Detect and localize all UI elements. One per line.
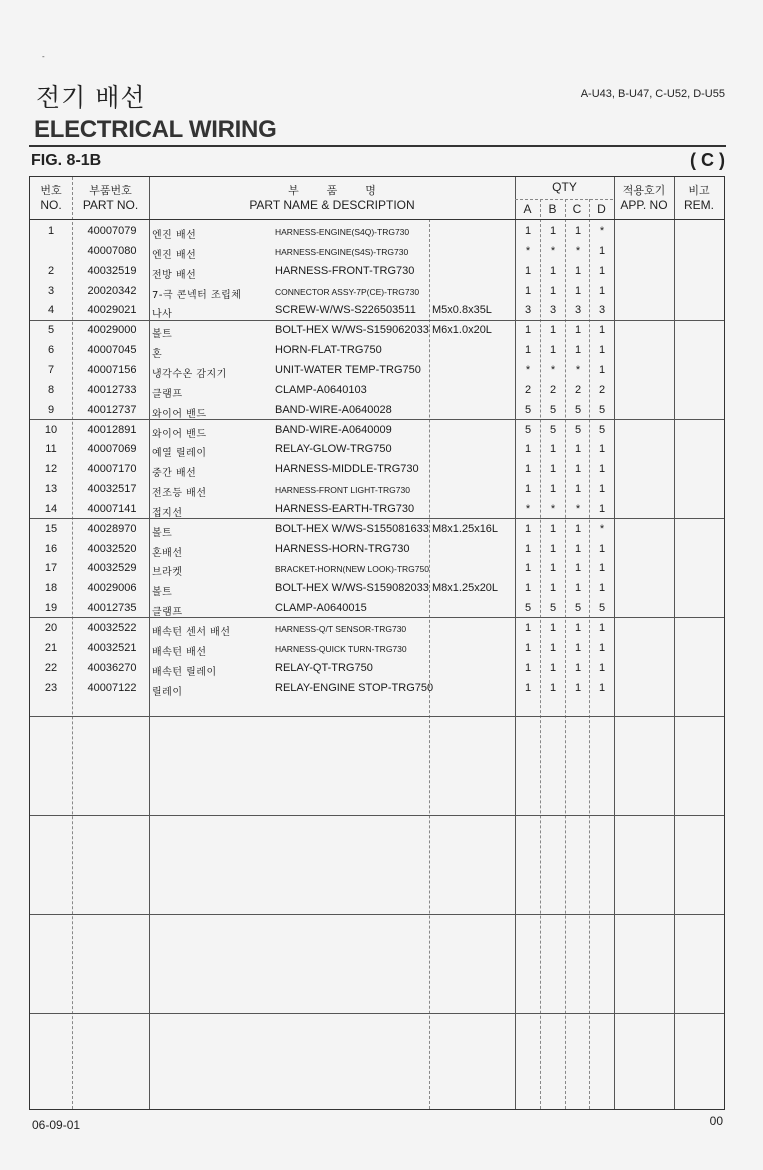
item-number: 19 <box>44 602 58 615</box>
part-description: BOLT-HEX W/WS-S155081633 <box>275 522 429 535</box>
table-row <box>30 242 724 262</box>
table-row <box>30 222 724 242</box>
qty-d: 1 <box>598 344 606 357</box>
part-number: 40012733 <box>87 383 137 396</box>
part-description: HARNESS-ENGINE(S4S)-TRG730 <box>275 246 409 257</box>
qty-d: 1 <box>598 542 606 555</box>
qty-a: 1 <box>524 641 532 654</box>
qty-c: * <box>575 502 581 515</box>
qty-c: 5 <box>574 423 582 436</box>
part-number: 40007045 <box>87 344 137 357</box>
header-qty: QTY <box>552 180 577 194</box>
qty-d: * <box>599 225 605 237</box>
part-name-korean: 배속턴 센서 배선 <box>152 627 231 638</box>
item-number: 23 <box>44 681 58 694</box>
part-description: HARNESS-ENGINE(S4Q)-TRG730 <box>275 227 410 237</box>
qty-a: 1 <box>524 225 532 237</box>
qty-a: 1 <box>524 522 532 535</box>
scan-mark: - <box>42 52 45 61</box>
item-number: 2 <box>47 264 55 277</box>
part-name-korean: 릴레이 <box>152 686 183 698</box>
table-row <box>30 480 724 500</box>
header-part-name: 부 품 명 PART NAME & DESCRIPTION <box>249 184 415 212</box>
qty-b: 3 <box>549 304 557 317</box>
table-row <box>30 619 724 639</box>
part-description: UNIT-WATER TEMP-TRG750 <box>275 363 421 376</box>
qty-d: 5 <box>598 403 606 416</box>
part-description: CLAMP-A0640015 <box>275 602 367 615</box>
table-row <box>30 500 724 520</box>
table-row <box>30 262 724 282</box>
part-description: BOLT-HEX W/WS-S159082033 <box>275 582 429 595</box>
qty-b: 1 <box>549 324 557 337</box>
table-row <box>30 421 724 441</box>
item-number: 13 <box>44 483 58 496</box>
qty-c: 1 <box>574 344 582 357</box>
part-number: 40012735 <box>87 602 137 615</box>
qty-c: 5 <box>574 602 582 615</box>
qty-b: 1 <box>549 622 557 634</box>
qty-b: 1 <box>549 522 557 535</box>
part-number: 40007122 <box>87 681 137 694</box>
header-part-no: 부품번호 PART NO. <box>82 184 139 212</box>
part-name-korean: 혼배선 <box>152 547 183 559</box>
part-name-korean: 볼트 <box>152 527 173 539</box>
item-number: 11 <box>45 443 57 456</box>
part-number: 40007079 <box>87 225 137 237</box>
part-name-korean: 볼트 <box>152 587 173 599</box>
header-no: 번호 NO. <box>40 184 62 212</box>
qty-b: 1 <box>549 463 557 476</box>
qty-c: 1 <box>574 264 582 277</box>
part-description: HARNESS-FRONT-TRG730 <box>275 264 415 277</box>
part-name-korean: 와이어 밴드 <box>152 408 207 420</box>
qty-d: 1 <box>598 284 606 297</box>
parts-table <box>29 176 725 1110</box>
qty-a: 1 <box>524 284 532 297</box>
qty-d: 1 <box>598 264 606 277</box>
part-name-korean: 클램프 <box>152 388 183 400</box>
part-description: BRACKET-HORN(NEW LOOK)-TRG750 <box>275 564 429 575</box>
qty-b: 5 <box>549 602 557 615</box>
part-name-korean: 나사 <box>152 309 173 321</box>
part-spec: M8x1.25x20L <box>432 582 499 595</box>
qty-c: 1 <box>574 522 582 535</box>
table-row <box>30 301 724 321</box>
qty-a: 3 <box>524 304 532 317</box>
group-divider <box>30 815 724 816</box>
qty-d: 1 <box>598 244 606 257</box>
qty-d: 2 <box>598 383 606 396</box>
part-name-korean: 혼 <box>152 349 163 361</box>
item-number: 8 <box>47 383 55 396</box>
part-description: HARNESS-HORN-TRG730 <box>275 542 410 555</box>
item-number: 18 <box>44 582 58 595</box>
qty-d: 1 <box>598 582 606 595</box>
qty-d: 3 <box>598 304 606 317</box>
qty-b: 1 <box>549 661 557 674</box>
header-qty-d: D <box>597 202 606 216</box>
part-name-korean: 냉각수온 감지기 <box>152 368 227 380</box>
part-description: HARNESS-QUICK TURN-TRG730 <box>275 643 407 654</box>
part-spec: M6x1.0x20L <box>432 324 492 337</box>
item-number: 14 <box>44 502 58 515</box>
qty-c: 1 <box>574 324 582 337</box>
qty-a: 1 <box>524 562 532 575</box>
header-qty-b: B <box>548 202 557 216</box>
qty-a: 1 <box>524 443 532 456</box>
part-spec: M5x0.8x35L <box>432 304 492 317</box>
part-name-korean: 접지선 <box>152 507 183 519</box>
qty-a: 5 <box>524 423 532 436</box>
qty-b: 1 <box>549 542 557 555</box>
part-number: 40007170 <box>87 463 137 476</box>
qty-a: 2 <box>524 383 532 396</box>
item-number: 5 <box>47 324 55 337</box>
qty-d: 5 <box>598 602 606 615</box>
part-name-korean: 예열 릴레이 <box>152 448 207 460</box>
qty-c: 1 <box>574 284 582 297</box>
table-row <box>30 321 724 341</box>
part-description: RELAY-GLOW-TRG750 <box>275 443 392 456</box>
part-number: 40007156 <box>87 363 137 376</box>
part-number: 40032519 <box>87 264 137 277</box>
part-name-korean: 엔진 배선 <box>152 249 197 261</box>
header-qty-a: A <box>523 202 532 216</box>
qty-a: 1 <box>524 483 532 496</box>
part-description: HORN-FLAT-TRG750 <box>275 344 382 357</box>
table-row <box>30 520 724 540</box>
part-number: 40012891 <box>87 423 137 436</box>
qty-c: 5 <box>574 403 582 416</box>
table-row <box>30 679 724 699</box>
part-description: RELAY-QT-TRG750 <box>275 661 373 674</box>
qty-a: * <box>525 363 531 376</box>
table-row <box>30 559 724 579</box>
header-qty-c: C <box>572 202 582 216</box>
header-remarks: 비고 REM. <box>684 184 714 212</box>
part-number: 40032520 <box>87 542 137 555</box>
item-number: 16 <box>44 542 58 555</box>
qty-d: * <box>599 522 605 535</box>
qty-b: 2 <box>549 383 557 396</box>
table-row <box>30 361 724 381</box>
qty-d: 1 <box>598 363 606 376</box>
qty-b: 5 <box>549 403 557 416</box>
qty-b: 1 <box>549 483 557 496</box>
part-name-korean: 브라켓 <box>152 567 183 579</box>
part-name-korean: 볼트 <box>152 329 173 341</box>
part-description: BOLT-HEX W/WS-S159062033 <box>275 324 429 337</box>
qty-b: 1 <box>549 443 557 456</box>
qty-d: 1 <box>598 641 606 654</box>
figure-variant: ( C ) <box>690 150 725 170</box>
part-number: 40029021 <box>87 304 137 317</box>
revision-date: 06-09-01 <box>32 1118 81 1132</box>
part-spec: M8x1.25x16L <box>432 522 499 535</box>
table-row <box>30 440 724 460</box>
qty-b: * <box>550 502 556 515</box>
qty-d: 1 <box>598 622 606 634</box>
qty-c: 1 <box>574 562 582 575</box>
qty-a: 1 <box>524 463 532 476</box>
part-description: BAND-WIRE-A0640009 <box>275 423 392 436</box>
part-description: HARNESS-EARTH-TRG730 <box>275 502 415 515</box>
qty-d: 1 <box>598 681 606 694</box>
qty-d: 1 <box>598 463 606 476</box>
item-number: 20 <box>44 622 58 634</box>
item-number: 22 <box>44 661 58 674</box>
title-rule <box>29 145 726 147</box>
item-number: 6 <box>47 344 55 357</box>
qty-a: 1 <box>524 582 532 595</box>
table-row <box>30 460 724 480</box>
item-number: 9 <box>47 403 55 416</box>
qty-b: 1 <box>549 344 557 357</box>
part-name-korean: 전조등 배선 <box>152 488 207 500</box>
qty-c: 1 <box>574 225 582 237</box>
qty-c: * <box>575 244 581 257</box>
group-divider <box>30 914 724 915</box>
qty-c: 1 <box>574 483 582 496</box>
qty-d: 1 <box>598 443 606 456</box>
qty-subheader-divider <box>515 199 613 200</box>
qty-c: 1 <box>574 443 582 456</box>
part-name-korean: 엔진 배선 <box>152 230 197 241</box>
qty-b: 1 <box>549 264 557 277</box>
qty-c: 1 <box>574 542 582 555</box>
part-number: 40007080 <box>87 244 137 257</box>
part-number: 40032517 <box>87 483 137 496</box>
part-description: RELAY-ENGINE STOP-TRG750 <box>275 681 434 694</box>
qty-c: 1 <box>574 622 582 634</box>
figure-number: FIG. 8-1B <box>31 152 102 169</box>
qty-c: 1 <box>574 582 582 595</box>
part-description: HARNESS-Q/T SENSOR-TRG730 <box>275 624 407 634</box>
item-number: 10 <box>44 423 58 436</box>
item-number: 15 <box>44 522 58 535</box>
page-number: 00 <box>709 1114 723 1128</box>
qty-b: 1 <box>549 681 557 694</box>
qty-c: 1 <box>574 661 582 674</box>
qty-a: 1 <box>524 661 532 674</box>
qty-c: 2 <box>574 383 582 396</box>
table-row <box>30 381 724 401</box>
part-name-korean: 클램프 <box>152 607 183 619</box>
part-description: SCREW-W/WS-S226503511 <box>275 304 416 317</box>
part-name-korean: 배속턴 릴레이 <box>152 666 217 678</box>
qty-a: 1 <box>524 324 532 337</box>
item-number: 7 <box>47 363 55 376</box>
part-number: 40029006 <box>87 582 137 595</box>
header-divider <box>30 219 724 220</box>
part-number: 40007069 <box>87 443 137 456</box>
page-title-korean: 전기 배선 <box>36 83 146 112</box>
item-number: 4 <box>47 304 55 317</box>
item-number: 1 <box>47 225 55 237</box>
qty-b: * <box>550 244 556 257</box>
group-divider <box>30 1013 724 1014</box>
qty-a: 5 <box>524 602 532 615</box>
qty-b: 1 <box>549 284 557 297</box>
part-number: 20020342 <box>87 284 137 297</box>
part-description: CONNECTOR ASSY-7P(CE)-TRG730 <box>275 286 420 297</box>
item-number: 12 <box>44 463 58 476</box>
qty-c: * <box>575 363 581 376</box>
qty-b: 1 <box>549 641 557 654</box>
qty-c: 1 <box>574 463 582 476</box>
part-name-korean: 전방 배선 <box>152 269 197 281</box>
part-name-korean: 중간 배선 <box>152 468 197 480</box>
qty-c: 1 <box>574 641 582 654</box>
qty-d: 1 <box>598 661 606 674</box>
table-row <box>30 341 724 361</box>
table-row <box>30 659 724 679</box>
part-number: 40012737 <box>87 403 137 416</box>
part-description: CLAMP-A0640103 <box>275 383 367 396</box>
table-row <box>30 599 724 619</box>
qty-a: * <box>525 502 531 515</box>
qty-a: 5 <box>524 403 532 416</box>
qty-a: * <box>525 244 531 257</box>
qty-d: 1 <box>598 502 606 515</box>
part-name-korean: 7-극 콘넥터 조립체 <box>152 289 242 301</box>
item-number: 3 <box>47 284 55 297</box>
part-number: 40032521 <box>87 641 137 654</box>
part-number: 40028970 <box>87 522 137 535</box>
part-number: 40032529 <box>87 562 137 575</box>
table-row <box>30 401 724 421</box>
part-description: BAND-WIRE-A0640028 <box>275 403 392 416</box>
qty-d: 5 <box>598 423 606 436</box>
qty-c: 3 <box>574 304 582 317</box>
part-description: HARNESS-FRONT LIGHT-TRG730 <box>275 485 410 496</box>
qty-c: 1 <box>574 681 582 694</box>
qty-a: 1 <box>524 542 532 555</box>
header-app-no: 적용호기 APP. NO <box>620 184 668 212</box>
table-row <box>30 540 724 560</box>
part-number: 40032522 <box>87 622 137 634</box>
qty-a: 1 <box>524 622 532 634</box>
qty-b: 1 <box>549 562 557 575</box>
qty-d: 1 <box>598 562 606 575</box>
part-name-korean: 와이어 밴드 <box>152 428 207 440</box>
item-number: 21 <box>44 641 58 654</box>
qty-b: * <box>550 363 556 376</box>
table-row <box>30 579 724 599</box>
qty-d: 1 <box>598 483 606 496</box>
qty-a: 1 <box>524 264 532 277</box>
part-name-korean: 배속턴 배선 <box>152 646 207 658</box>
qty-a: 1 <box>524 681 532 694</box>
part-number: 40036270 <box>87 661 137 674</box>
qty-a: 1 <box>524 344 532 357</box>
part-description: HARNESS-MIDDLE-TRG730 <box>275 463 419 476</box>
qty-b: 5 <box>549 423 557 436</box>
qty-b: 1 <box>549 582 557 595</box>
part-number: 40007141 <box>87 502 137 515</box>
part-number: 40029000 <box>87 324 137 337</box>
table-row <box>30 282 724 302</box>
qty-b: 1 <box>549 225 557 237</box>
item-number: 17 <box>44 562 58 575</box>
table-row <box>30 639 724 659</box>
page-title: ELECTRICAL WIRING <box>34 116 277 143</box>
model-list: A-U43, B-U47, C-U52, D-U55 <box>580 88 725 100</box>
qty-d: 1 <box>598 324 606 337</box>
group-divider <box>30 716 724 717</box>
